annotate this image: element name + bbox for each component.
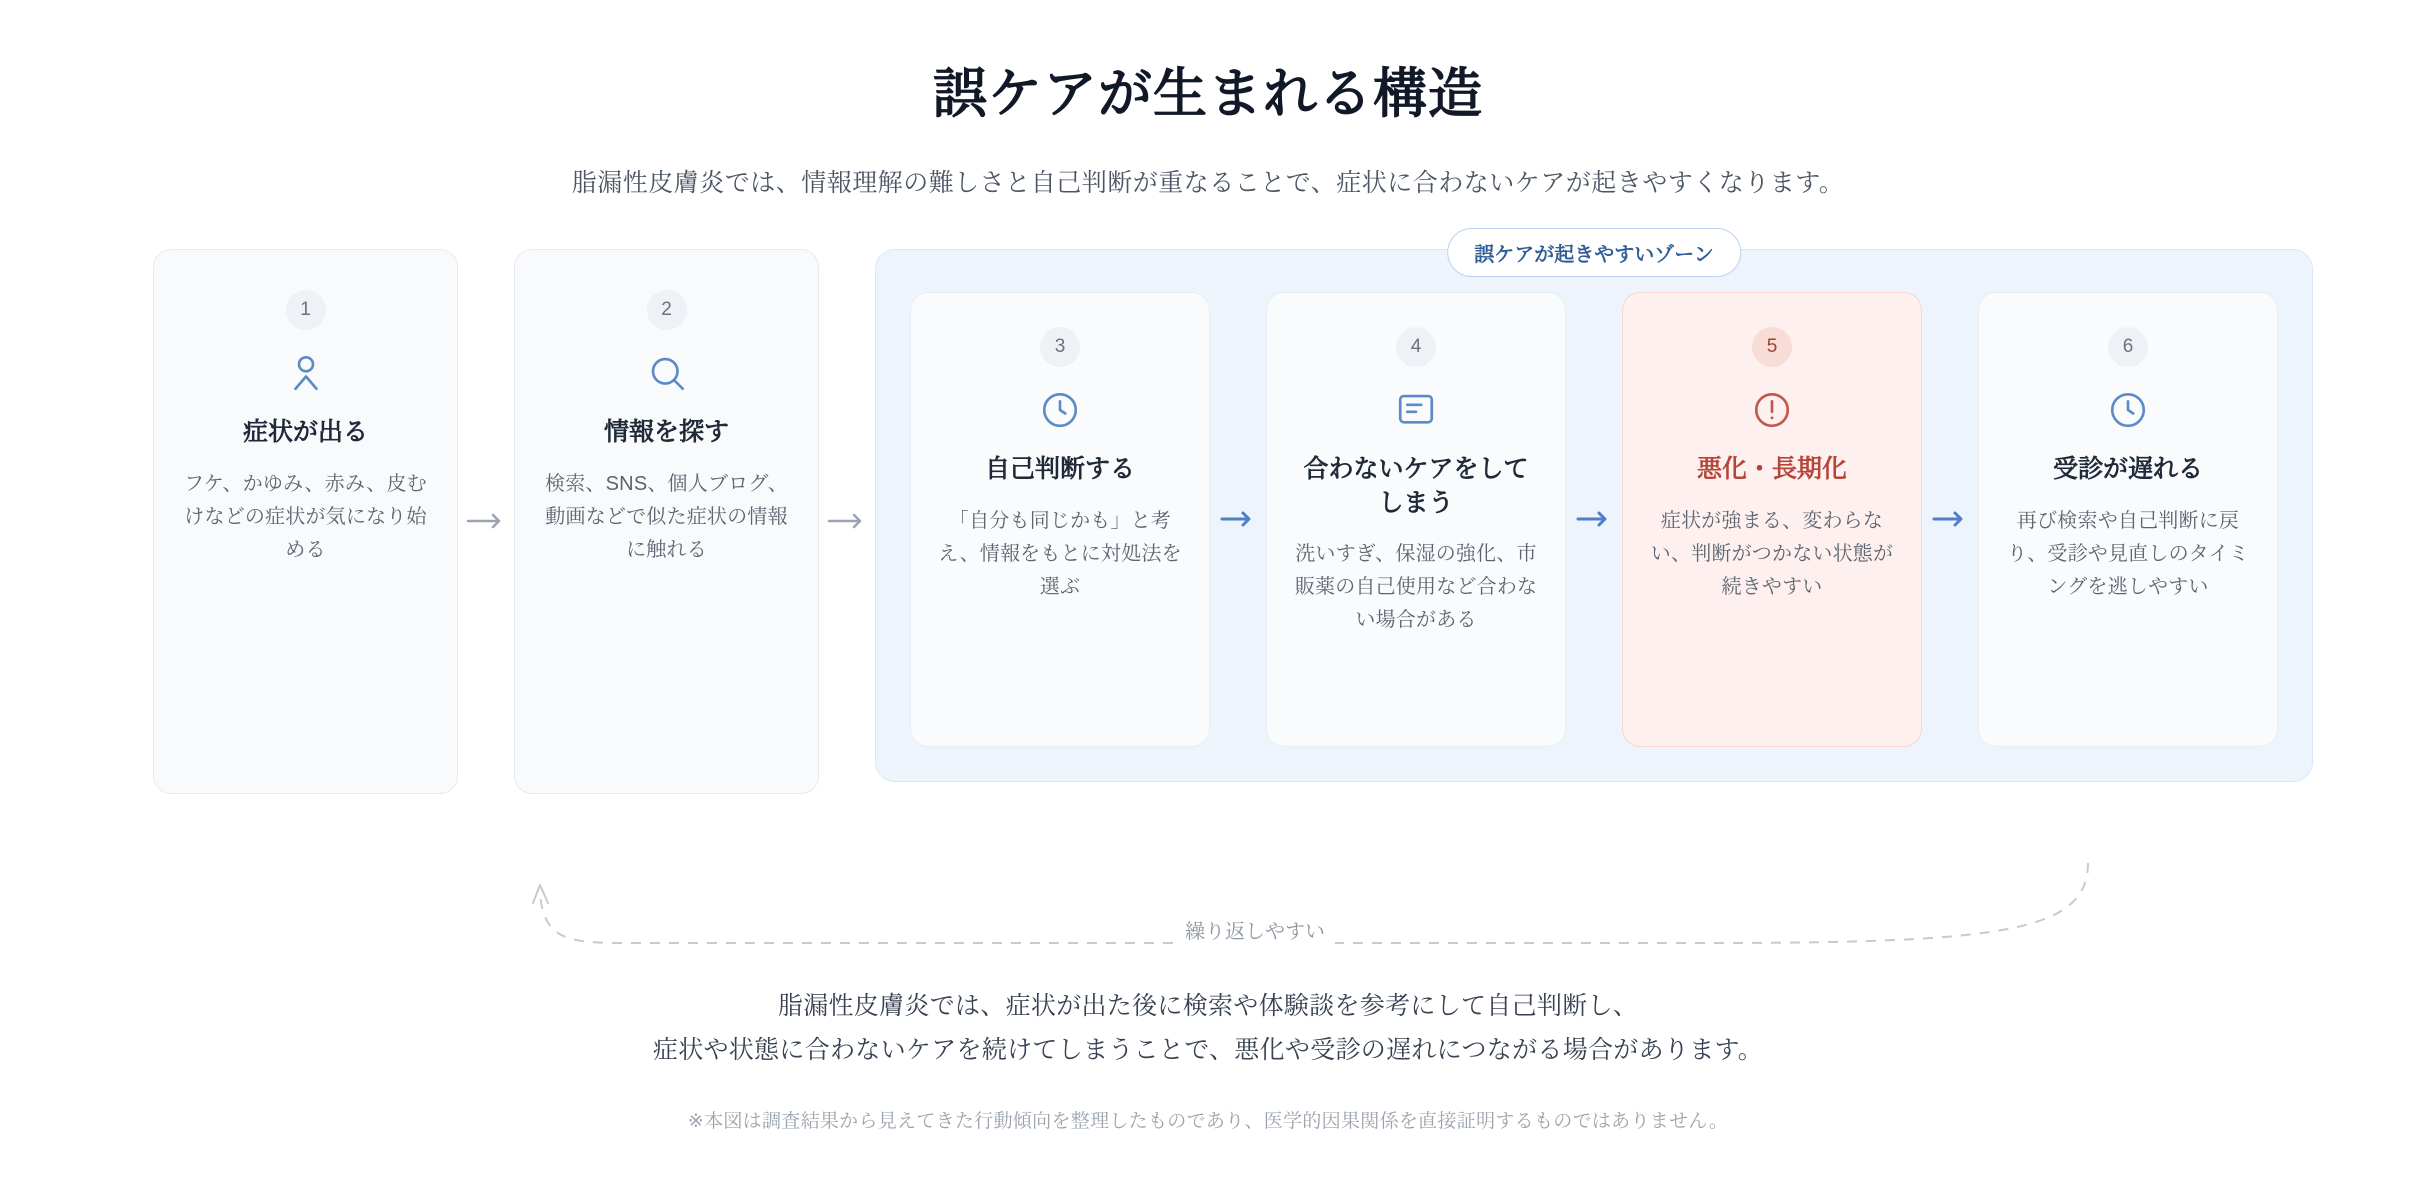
step-number-1: 1 xyxy=(286,290,326,330)
step-number-6: 6 xyxy=(2108,327,2148,367)
step-desc-6: 再び検索や自己判断に戻り、受診や見直しのタイミングを逃しやすい xyxy=(2007,509,2249,598)
step-title-2: 情報を探す xyxy=(603,417,729,446)
flow-container xyxy=(83,243,2333,809)
misuse-zone xyxy=(875,243,2313,782)
loop-arrow xyxy=(0,855,2416,965)
step-desc-2: 検索、SNS、個人ブログ、動画などで似た症状の情報に触れる xyxy=(545,472,788,561)
flow-arrow-1 xyxy=(458,249,514,794)
step-number-3: 3 xyxy=(1040,327,1080,367)
step-number-4: 4 xyxy=(1396,327,1436,367)
flow-arrow-4 xyxy=(1566,292,1622,747)
footer-line-2: 症状や状態に合わないケアを続けてしまうことで、悪化や受診の遅れにつながる場合があります。 xyxy=(652,1035,1764,1064)
footer-summary xyxy=(0,985,2416,1138)
zone-label: 誤ケアが起きやすいゾーン xyxy=(1447,228,1741,277)
step-desc-1: フケ、かゆみ、赤み、皮むけなどの症状が気になり始める xyxy=(184,472,427,561)
step-title-4: 合わないケアをしてしまう xyxy=(1303,454,1529,517)
step-desc-5: 症状が強まる、変わらない、判断がつかない状態が続きやすい xyxy=(1650,509,1894,598)
person-icon xyxy=(285,352,327,394)
step-number-2: 2 xyxy=(647,290,687,330)
step-title-6: 受診が遅れる xyxy=(2052,454,2203,483)
footer-note: ※本図は調査結果から見えてきた行動傾向を整理したものであり、医学的因果関係を直接証明するものではありません。 xyxy=(687,1110,1729,1132)
step-desc-3: 「自分も同じかも」と考え、情報をもとに対処法を選ぶ xyxy=(938,509,1182,598)
flow-arrow-5 xyxy=(1922,292,1978,747)
note-icon xyxy=(1395,389,1437,431)
loop-label: 繰り返しやすい xyxy=(1175,915,1335,944)
step-card-2 xyxy=(514,249,819,794)
step-card-1 xyxy=(153,249,458,794)
footer-line-1: 脂漏性皮膚炎では、症状が出た後に検索や体験談を参考にして自己判断し、 xyxy=(777,992,1639,1020)
flow-arrow-3 xyxy=(1210,292,1266,747)
step-card-3 xyxy=(910,292,1210,747)
step-title-5: 悪化・長期化 xyxy=(1696,454,1847,483)
page-subtitle: 脂漏性皮膚炎では、情報理解の難しさと自己判断が重なることで、症状に合わないケアが起きやすくなります。 xyxy=(571,168,1845,197)
step-title-3: 自己判断する xyxy=(984,454,1135,483)
step-number-5: 5 xyxy=(1752,327,1792,367)
step-title-1: 症状が出る xyxy=(242,417,368,446)
clock-icon xyxy=(2107,389,2149,431)
step-card-4 xyxy=(1266,292,1566,747)
alert-icon xyxy=(1751,389,1793,431)
flow-arrow-2 xyxy=(819,249,875,794)
step-desc-4: 洗いすぎ、保湿の強化、市販薬の自己使用など合わない場合がある xyxy=(1294,543,1538,632)
step-card-5 xyxy=(1622,292,1922,747)
search-icon xyxy=(646,352,688,394)
page-title: 誤ケアが生まれる構造 xyxy=(933,64,1483,124)
clock-icon xyxy=(1039,389,1081,431)
step-card-6 xyxy=(1978,292,2278,747)
